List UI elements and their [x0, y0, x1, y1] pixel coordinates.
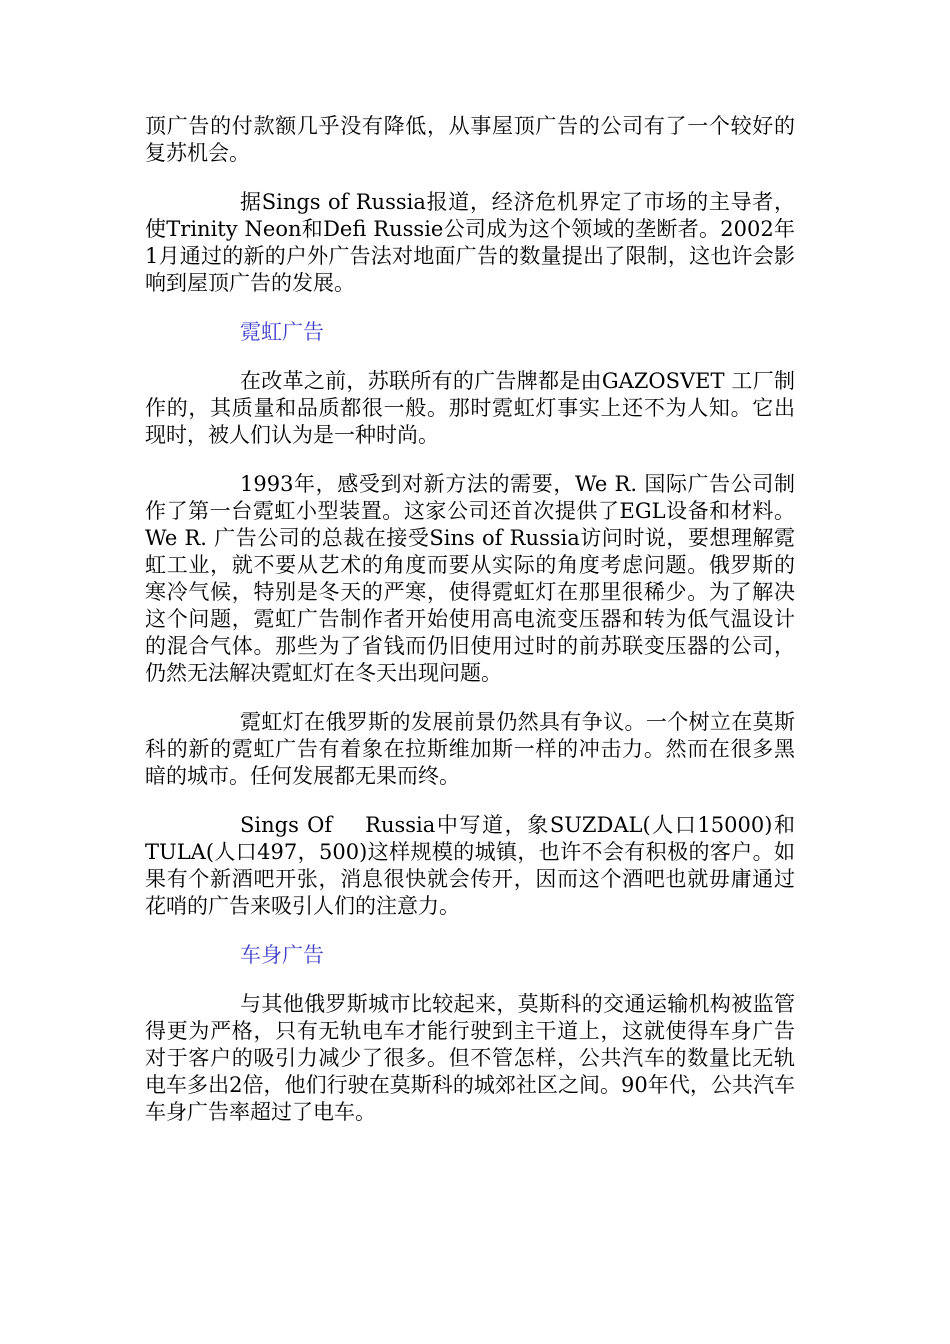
document-body [145, 113, 795, 1148]
section-heading-vehicle: 车身广告 [240, 943, 324, 967]
paragraph-rooftop-continued: 顶广告的付款额几乎没有降低，从事屋顶广告的公司有了一个较好的复苏机会。 [145, 114, 795, 165]
paragraph-neon-prospects: 霓虹灯在俄罗斯的发展前景仍然具有争议。一个树立在莫斯科的新的霓虹广告有着象在拉斯维加斯一样的冲击力。然而在很多黑暗的城市。任何发展都无果而终。 [145, 710, 795, 788]
paragraph-signs-of-russia-report: 据Sings of Russia报道，经济危机界定了市场的主导者，使Trinity Neon和Defi Russie公司成为这个领域的垄断者。2002年1月通过的新的户外广告法对地面广告的数量提出了限制，这也许会影响到屋顶广告的发展。 [145, 190, 795, 295]
paragraph-neon-before-reform: 在改革之前，苏联所有的广告牌都是由GAZOSVET 工厂制作的，其质量和品质都很一般。那时霓虹灯事实上还不为人知。它出现时，被人们认为是一种时尚。 [145, 369, 795, 447]
paragraph-neon-1993: 1993年，感受到对新方法的需要，We R. 国际广告公司制作了第一台霓虹小型装置。这家公司还首次提供了EGL设备和材料。We R. 广告公司的总裁在接受Sins of Russia访问时说，要想理解霓虹工业，就不要从艺术的角度而要从实际的角度考虑问题。俄罗斯的寒冷气候，特别是冬天的严寒，使得霓虹灯在那里很稀少。为了解决这个问题，霓虹广告制作者开始使用高电流变压器和转为低气温设计的混合气体。那些为了省钱而仍旧使用过时的前苏联变压器的公司，仍然无法解决霓虹灯在冬天出现问题。 [145, 472, 795, 685]
paragraph-neon-small-towns: Sings Of Russia中写道，象SUZDAL(人口15000)和TULA(人口497，500)这样规模的城镇，也许不会有积极的客户。如果有个新酒吧开张，消息很快就会传开，因而这个酒吧也就毋庸通过花哨的广告来吸引人们的注意力。 [145, 813, 795, 918]
paragraph-vehicle-moscow: 与其他俄罗斯城市比较起来，莫斯科的交通运输机构被监管得更为严格，只有无轨电车才能行驶到主干道上，这就使得车身广告对于客户的吸引力减少了很多。但不管怎样，公共汽车的数量比无轨电车多出2倍，他们行驶在莫斯科的城郊社区之间。90年代，公共汽车车身广告率超过了电车。 [145, 992, 795, 1124]
section-heading-neon: 霓虹广告 [240, 320, 324, 344]
